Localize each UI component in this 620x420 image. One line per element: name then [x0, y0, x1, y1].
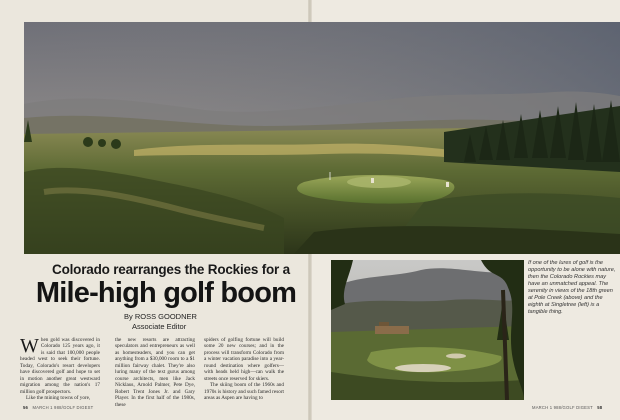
left-page-number: 56	[23, 405, 29, 410]
photo-caption: If one of the lures of golf is the opportunity to be alone with nature, then the Colorado Rockies may have an unmatched appeal. The serenity in views of the 18th green at Pole Creek (above) and the eighth at Singletree (left) is a tangible thing.	[528, 260, 616, 315]
right-page-number: 58	[597, 405, 603, 410]
body-column-1	[20, 337, 100, 402]
byline	[124, 312, 244, 332]
body-paragraph: The skiing boom of the 1960s and 1970s is history and such famed resort areas as Aspen are having to	[204, 382, 284, 402]
body-column-3	[204, 337, 284, 402]
left-folio-title: MARCH 1 988/GOLF DIGEST	[32, 405, 94, 410]
singletree-hole-photo	[331, 260, 524, 400]
body-paragraph: Like the mining towns of yore,	[26, 395, 91, 402]
byline-title: Associate Editor	[132, 322, 187, 331]
body-column-2	[115, 337, 195, 408]
article-kicker: Colorado rearranges the Rockies for a	[52, 262, 290, 277]
body-paragraph: spiders of golfing fortune will build some 20 new courses; and in the process will transform Colorado from a winter vacation paradise into a year-round destination where golfers—with heads held high—can walk the streets once reserved for skiers.	[204, 337, 284, 382]
article-headline: Mile-high golf boom	[35, 277, 297, 309]
golf-course-panorama-photo	[24, 22, 620, 254]
right-folio-title: MARCH 1 988/GOLF DIGEST	[532, 405, 593, 410]
left-folio	[20, 405, 93, 410]
body-paragraph: the new resorts are attracting speculators and entrepreneurs as well as homesteaders, and you can get anything from a $30,000 room to a $1 million fairway chalet. They're also luring many of the text gurus among course architects, men like Jack Nicklaus, Arnold Palmer, Pete Dye, Robert Trent Jones Jr. and Gary Player. In the first half of the 1980s, these	[115, 337, 195, 408]
drop-cap: W	[20, 335, 39, 357]
byline-author: By ROSS GOODNER	[124, 312, 197, 321]
body-paragraph: hen gold was discovered in Colorado 125 years ago, it is said that 100,000 people headed west to seek their fortune. Today, Colorado's resort developers have discovered golf and hope to set in motion another great westward migration among the nation's 17 million golf prospectors.	[20, 337, 100, 395]
right-folio	[532, 405, 605, 410]
